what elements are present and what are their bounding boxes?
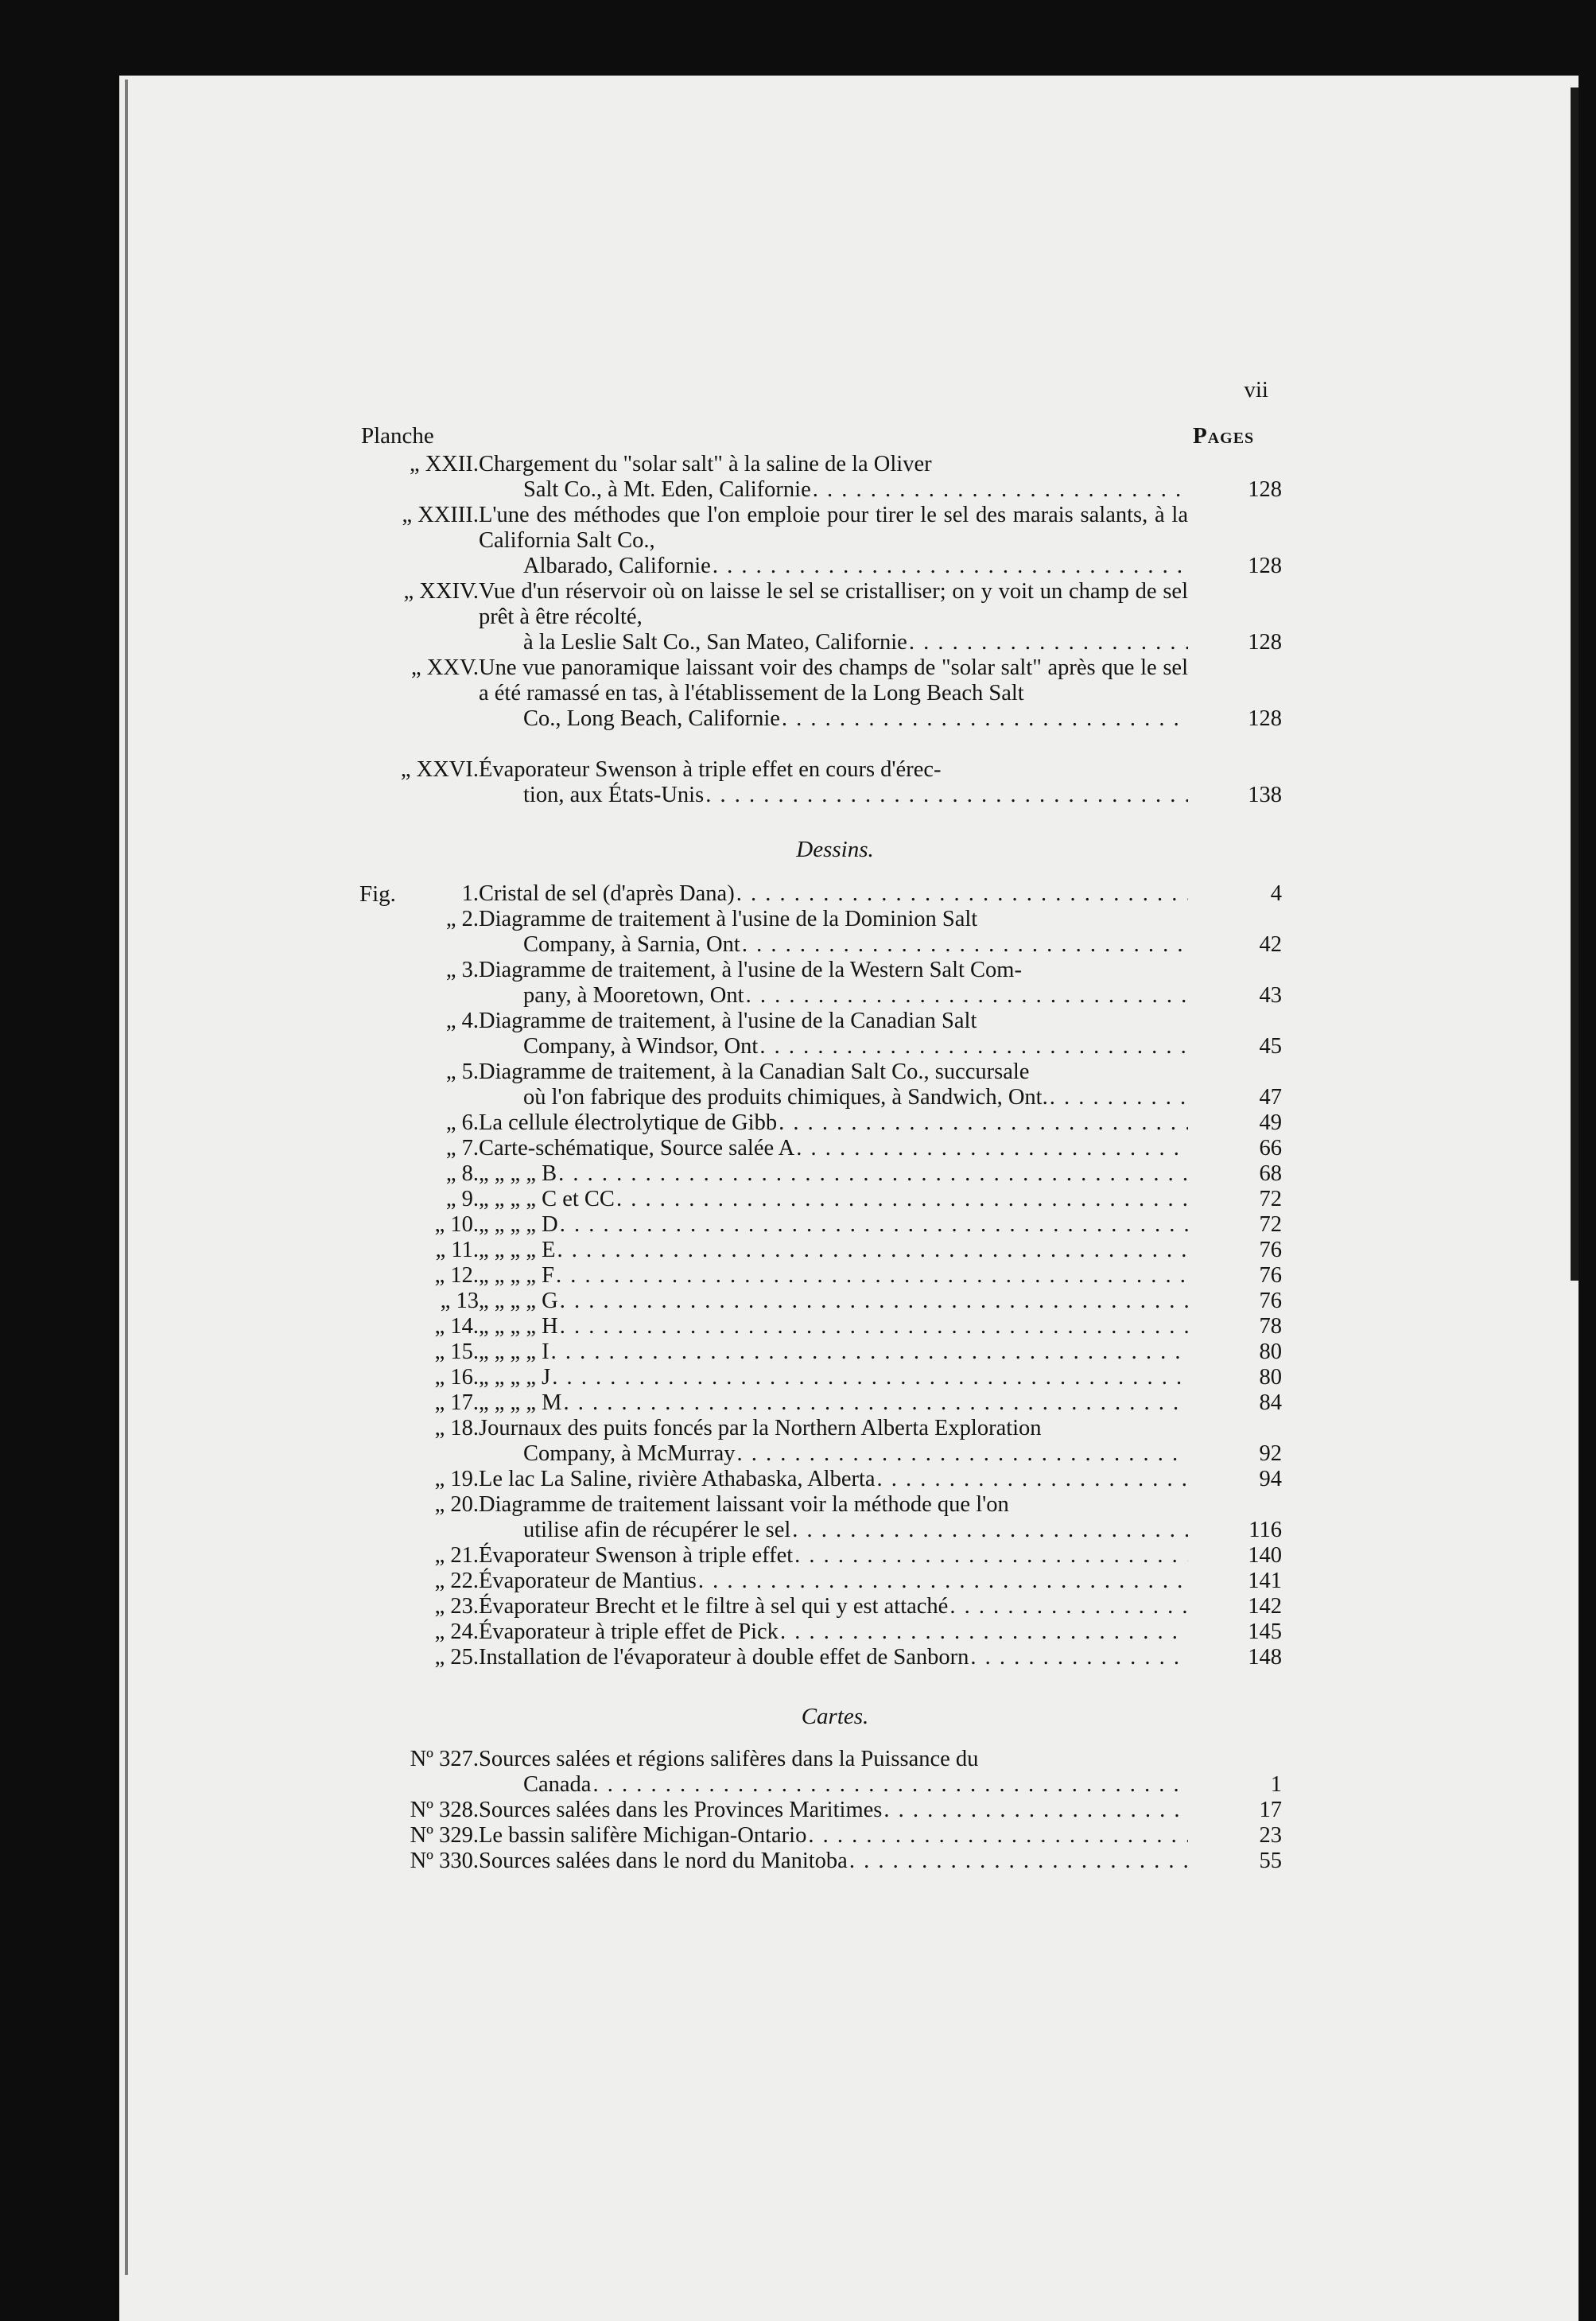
page-edge-shadow [1571, 87, 1579, 1281]
description-lead: Chargement du "solar salt" à la saline de la Oliver [479, 452, 932, 476]
section-title-cartes: Cartes. [801, 1704, 869, 1729]
dot-leader [713, 554, 1188, 579]
description-last-line: utilise afin de récupérer le sel [523, 1518, 791, 1542]
description-last-line: Company, à McMurray [523, 1441, 736, 1466]
figure-number: „ 23. [434, 1594, 479, 1619]
page-ref: 47 [1259, 1085, 1282, 1110]
figure-entry [359, 1136, 1282, 1161]
dot-leader [705, 783, 1188, 808]
page-ref: 49 [1259, 1110, 1282, 1135]
planche-column-header: Planche [361, 423, 434, 449]
figure-number: „ 18. [434, 1416, 479, 1440]
figure-entry [359, 1645, 1282, 1670]
section-title-dessins: Dessins. [796, 837, 874, 862]
dot-leader [794, 1543, 1188, 1569]
description-lead: Diagramme de traitement laissant voir la méthode que l'on [479, 1492, 1009, 1517]
figure-number: 1. [461, 881, 479, 906]
dot-leader [736, 1441, 1188, 1467]
entry-description [479, 1187, 1188, 1212]
planche-number: „ XXII. [409, 452, 479, 476]
page-ref: 1 [1270, 1772, 1282, 1797]
map-entry [359, 1747, 1282, 1798]
page-ref: 78 [1259, 1314, 1282, 1339]
entry-description [479, 1212, 1188, 1238]
entry-description [479, 1365, 1188, 1390]
description-lead: Diagramme de traitement à l'usine de la Dominion Salt [479, 907, 978, 931]
entry-description [479, 1569, 1188, 1594]
dot-leader [808, 1823, 1188, 1849]
dot-leader [558, 1161, 1188, 1187]
figure-entry [359, 1009, 1282, 1059]
dot-leader [782, 706, 1188, 732]
page-ref: 17 [1259, 1798, 1282, 1822]
entry-description [479, 1390, 1188, 1416]
dot-leader [849, 1849, 1188, 1874]
entry-description [479, 1823, 1188, 1849]
figure-entry [359, 1187, 1282, 1212]
dot-leader [560, 1212, 1188, 1238]
page-ref: 23 [1259, 1823, 1282, 1848]
planche-entry [359, 579, 1282, 655]
page-ref: 138 [1248, 783, 1282, 807]
description-last-line: „ „ „ „ E [479, 1238, 556, 1262]
dot-leader [616, 1187, 1188, 1212]
figure-entry [359, 1110, 1282, 1136]
figure-entry [359, 1569, 1282, 1594]
figure-number: „ 13 [440, 1289, 479, 1313]
figure-number: „ 24. [434, 1619, 479, 1644]
description-lead: Diagramme de traitement, à l'usine de la Western Salt Com- [479, 958, 1022, 982]
description-last-line: Carte-schématique, Source salée A [479, 1136, 795, 1160]
dot-leader [779, 1110, 1188, 1136]
page-ref: 141 [1248, 1569, 1282, 1593]
description-last-line: Le lac La Saline, rivière Athabaska, Alberta [479, 1467, 876, 1491]
figure-entry [359, 1543, 1282, 1569]
figure-number: „ 19. [434, 1467, 479, 1491]
entry-description [479, 1289, 1188, 1314]
description-last-line: „ „ „ „ C et CC [479, 1187, 615, 1211]
description-last-line: Canada [523, 1772, 592, 1797]
figure-number: „ 15. [434, 1339, 479, 1364]
description-last-line: Sources salées dans le nord du Manitoba [479, 1849, 848, 1873]
figure-number: „ 11. [435, 1238, 479, 1262]
planche-entry [359, 452, 1282, 503]
figure-number: „ 3. [445, 958, 479, 982]
description-lead: Évaporateur Swenson à triple effet en cours d'érec- [479, 757, 942, 782]
figure-entry [359, 1238, 1282, 1263]
figure-entry [359, 1263, 1282, 1289]
pages-column-header: Pages [1193, 423, 1255, 449]
description-last-line: à la Leslie Salt Co., San Mateo, Californie [523, 630, 907, 655]
description-last-line: „ „ „ „ B [479, 1161, 557, 1186]
figure-entry [359, 1467, 1282, 1492]
entry-description [479, 1645, 1188, 1670]
page-ref: 128 [1248, 477, 1282, 502]
description-last-line: „ „ „ „ M [479, 1390, 562, 1415]
figure-number: „ 7. [445, 1136, 479, 1160]
page-ref: 68 [1259, 1161, 1282, 1186]
figure-entry [359, 881, 1282, 907]
description-last-line: Installation de l'évaporateur à double effet de Sanborn [479, 1645, 969, 1670]
figure-entry [359, 907, 1282, 958]
figure-number: „ 8. [445, 1161, 479, 1186]
page-ref: 94 [1259, 1467, 1282, 1491]
planche-description [479, 452, 1188, 503]
entry-description [479, 1619, 1188, 1645]
figure-number: „ 2. [445, 907, 479, 931]
description-lead: Diagramme de traitement, à l'usine de la Canadian Salt [479, 1009, 977, 1033]
page-ref: 80 [1259, 1365, 1282, 1390]
figure-number: „ 21. [434, 1543, 479, 1568]
dot-leader [698, 1569, 1188, 1594]
dot-leader [736, 881, 1188, 907]
description-lead: Diagramme de traitement, à la Canadian Salt Co., succursale [479, 1059, 1030, 1084]
page-ref: 76 [1259, 1289, 1282, 1313]
planche-description [479, 579, 1188, 655]
description-last-line: „ „ „ „ I [479, 1339, 549, 1364]
description-last-line: „ „ „ „ F [479, 1263, 554, 1288]
dot-leader [746, 983, 1188, 1009]
planche-number: „ XXIV. [403, 579, 479, 604]
description-last-line: Évaporateur Brecht et le filtre à sel qui y est attaché [479, 1594, 949, 1619]
planche-entry [359, 757, 1282, 808]
map-number: Nº 328. [410, 1798, 479, 1822]
dot-leader [970, 1645, 1188, 1670]
entry-description [479, 1314, 1188, 1339]
description-last-line: Salt Co., à Mt. Eden, Californie [523, 477, 811, 502]
figure-entry [359, 1619, 1282, 1645]
figure-number: „ 10. [434, 1212, 479, 1237]
description-lead: Journaux des puits foncés par la Northern Alberta Exploration [479, 1416, 1042, 1440]
page-ref: 142 [1248, 1594, 1282, 1619]
figure-entry [359, 1212, 1282, 1238]
figure-number: „ 12. [434, 1263, 479, 1288]
page-ref: 148 [1248, 1645, 1282, 1670]
figure-entry [359, 1594, 1282, 1619]
page-ref: 72 [1259, 1212, 1282, 1237]
description-lead: Sources salées et régions salifères dans la Puissance du [479, 1747, 979, 1771]
map-number: Nº 330. [410, 1849, 479, 1873]
description-last-line: Cristal de sel (d'après Dana) [479, 881, 735, 906]
planche-description [479, 757, 1188, 808]
entry-description [479, 1594, 1188, 1619]
dot-leader [883, 1798, 1188, 1823]
description-last-line: tion, aux États-Unis [523, 783, 705, 807]
page-number: vii [1244, 377, 1268, 402]
entry-description [479, 1492, 1188, 1543]
figure-entry [359, 958, 1282, 1009]
entry-description [479, 1009, 1188, 1059]
dot-leader [560, 1289, 1188, 1314]
description-last-line: La cellule électrolytique de Gibb [479, 1110, 778, 1135]
dot-leader [909, 630, 1188, 655]
figure-entry [359, 1339, 1282, 1365]
entry-description [479, 907, 1188, 958]
page-ref: 45 [1259, 1034, 1282, 1059]
description-last-line: „ „ „ „ D [479, 1212, 558, 1237]
figure-entry [359, 1492, 1282, 1543]
description-lead: L'une des méthodes que l'on emploie pour tirer le sel des marais salants, à la California Salt Co., [479, 503, 1188, 553]
figure-entry [359, 1365, 1282, 1390]
dot-leader [551, 1339, 1188, 1365]
page-ref: 128 [1248, 706, 1282, 731]
entry-description [479, 1339, 1188, 1365]
entry-description [479, 1238, 1188, 1263]
dot-leader [949, 1594, 1188, 1619]
figure-number: „ 20. [434, 1492, 479, 1517]
page-ref: 140 [1248, 1543, 1282, 1568]
dot-leader [556, 1263, 1188, 1289]
binding-shadow [125, 80, 128, 2275]
figure-number: „ 14. [434, 1314, 479, 1339]
planche-description [479, 503, 1188, 579]
entry-description [479, 1747, 1188, 1798]
page-ref: 92 [1259, 1441, 1282, 1466]
dot-leader [877, 1467, 1188, 1492]
dot-leader [560, 1314, 1188, 1339]
dot-leader [742, 932, 1188, 958]
planche-number: „ XXV. [411, 655, 479, 680]
fig-label: Fig. [359, 881, 396, 907]
entry-description [479, 1136, 1188, 1161]
description-last-line: Évaporateur de Mantius [479, 1569, 697, 1593]
description-lead: Vue d'un réservoir où on laisse le sel se cristalliser; on y voit un champ de sel prêt à être récolté, [479, 579, 1188, 629]
entry-description [479, 1849, 1188, 1874]
planche-description [479, 655, 1188, 732]
page-ref: 72 [1259, 1187, 1282, 1211]
planche-number: „ XXIII. [402, 503, 479, 527]
map-number: Nº 327. [410, 1747, 479, 1771]
figure-number: „ 5. [445, 1059, 479, 1084]
dot-leader [592, 1772, 1188, 1798]
page-ref: 128 [1248, 630, 1282, 655]
entry-description [479, 958, 1188, 1009]
figure-entry [359, 1059, 1282, 1110]
description-last-line: Le bassin salifère Michigan-Ontario [479, 1823, 807, 1848]
dot-leader [557, 1238, 1188, 1263]
figure-number: „ 25. [434, 1645, 479, 1670]
entry-description [479, 1416, 1188, 1467]
description-last-line: Évaporateur à triple effet de Pick [479, 1619, 779, 1644]
figure-number: „ 17. [434, 1390, 479, 1415]
dot-leader [759, 1034, 1188, 1059]
page-ref: 66 [1259, 1136, 1282, 1160]
dot-leader [796, 1136, 1188, 1161]
entry-description [479, 1263, 1188, 1289]
planche-entry [359, 655, 1282, 732]
entry-description [479, 1467, 1188, 1492]
page-ref: 84 [1259, 1390, 1282, 1415]
figure-entry [359, 1161, 1282, 1187]
description-last-line: Company, à Windsor, Ont [523, 1034, 759, 1059]
page-ref: 128 [1248, 554, 1282, 578]
figure-number: „ 22. [434, 1569, 479, 1593]
entry-description [479, 1059, 1188, 1110]
page-ref: 4 [1270, 881, 1282, 906]
entry-description [479, 1798, 1188, 1823]
page-ref: 76 [1259, 1238, 1282, 1262]
description-last-line: „ „ „ „ G [479, 1289, 558, 1313]
entry-description [479, 881, 1188, 907]
figure-number: „ 4. [445, 1009, 479, 1033]
description-last-line: Albarado, Californie [523, 554, 711, 578]
entry-description [479, 1543, 1188, 1569]
figure-number: „ 9. [445, 1187, 479, 1211]
description-last-line: Sources salées dans les Provinces Maritimes [479, 1798, 883, 1822]
planche-entry [359, 503, 1282, 579]
figure-entry [359, 1289, 1282, 1314]
dot-leader [792, 1518, 1188, 1543]
figure-number: „ 16. [434, 1365, 479, 1390]
dot-leader [552, 1365, 1188, 1390]
figure-entry [359, 1416, 1282, 1467]
figure-entry [359, 1314, 1282, 1339]
description-last-line: Évaporateur Swenson à triple effet [479, 1543, 794, 1568]
dot-leader [563, 1390, 1188, 1416]
description-last-line: „ „ „ „ J [479, 1365, 551, 1390]
page-ref: 145 [1248, 1619, 1282, 1644]
dot-leader [813, 477, 1188, 503]
entry-description [479, 1161, 1188, 1187]
planche-number: „ XXVI. [400, 757, 479, 782]
description-last-line: Company, à Sarnia, Ont [523, 932, 740, 957]
map-entry [359, 1849, 1282, 1874]
page-ref: 116 [1248, 1518, 1282, 1542]
map-number: Nº 329. [410, 1823, 479, 1848]
description-last-line: pany, à Mooretown, Ont [523, 983, 744, 1008]
map-entry [359, 1823, 1282, 1849]
page-ref: 76 [1259, 1263, 1282, 1288]
page-ref: 80 [1259, 1339, 1282, 1364]
page-ref: 55 [1259, 1849, 1282, 1873]
description-last-line: où l'on fabrique des produits chimiques, à Sandwich, Ont. [523, 1085, 1048, 1110]
entry-description [479, 1110, 1188, 1136]
dot-leader [780, 1619, 1188, 1645]
figure-number: „ 6. [445, 1110, 479, 1135]
description-lead: Une vue panoramique laissant voir des champs de "solar salt" après que le sel a été ramassé en tas, à l'établissement de la Long Beach Salt [479, 655, 1188, 706]
dot-leader [1050, 1085, 1188, 1110]
description-last-line: Co., Long Beach, Californie [523, 706, 780, 731]
description-last-line: „ „ „ „ H [479, 1314, 558, 1339]
page-ref: 43 [1259, 983, 1282, 1008]
page-ref: 42 [1259, 932, 1282, 957]
map-entry [359, 1798, 1282, 1823]
figure-entry [359, 1390, 1282, 1416]
